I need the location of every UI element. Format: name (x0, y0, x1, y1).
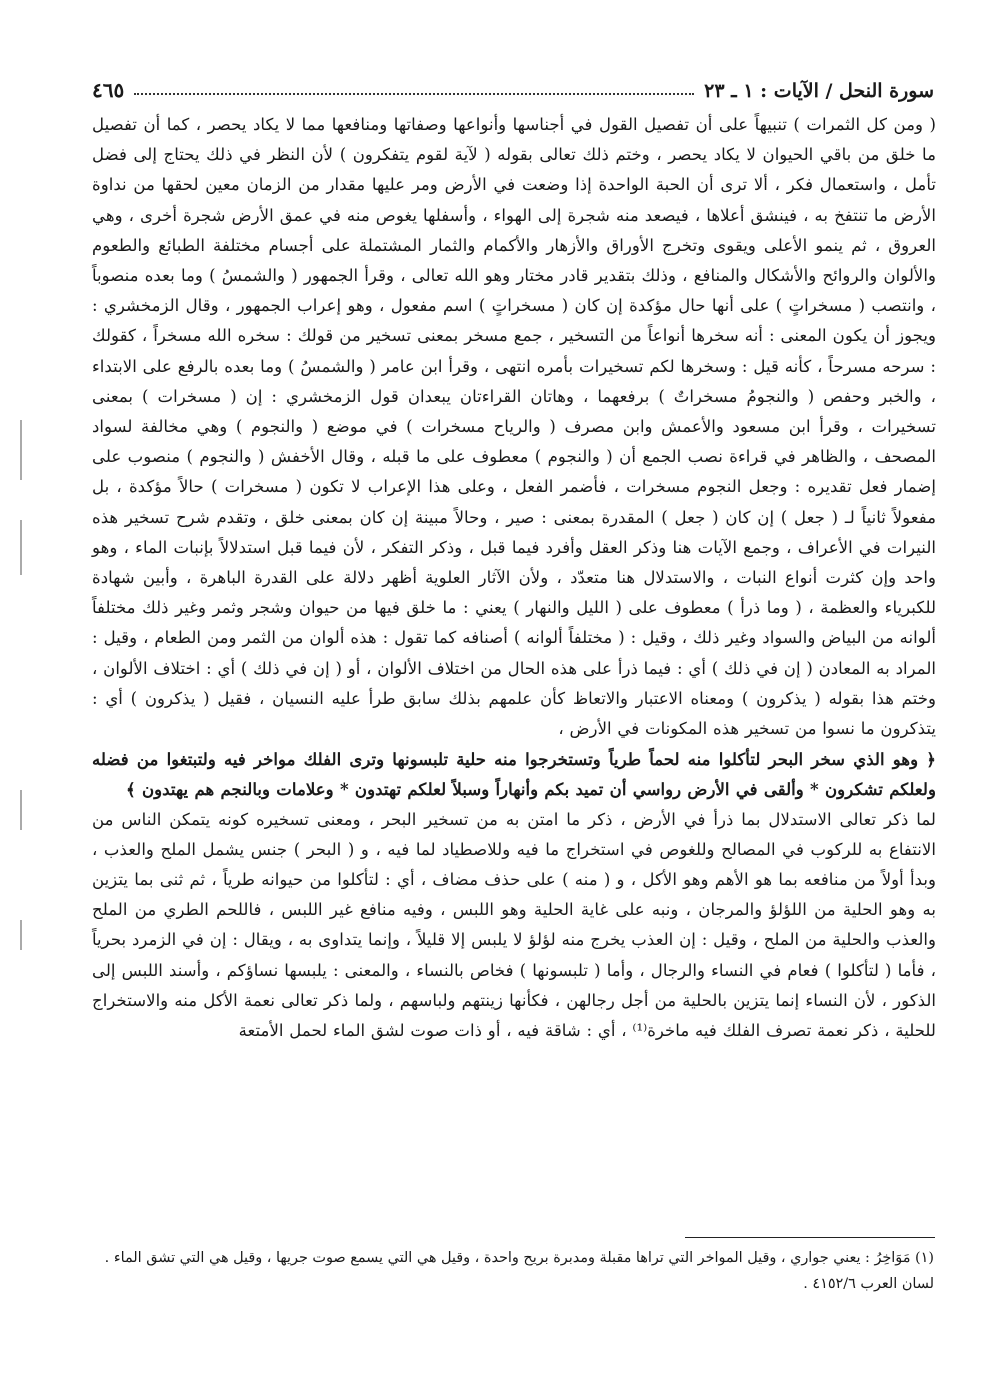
footnote-item: (١) مَوَاخِرُ : يعني جواري ، وقيل المواخر التي تراها مقبلة ومدبرة بريح واحدة ، وقيل هي التي يسمع صوت جريها ، وقيل هي التي تشق الماء . (104, 1250, 934, 1266)
quran-verse: ﴿ وهو الذي سخر البحر لتأكلوا منه لحماً طرياً وتستخرجوا منه حلية تلبسونها وترى الفلك مواخر فيه ولتبتغوا من فضله ولعلكم تشكرون * وألقى في الأرض رواسي أن تميد بكم وأنهاراً وسبلاً لعلكم تهتدون * وعلامات وبالنجم هم يهتدون ﴾ (92, 749, 936, 800)
margin-scan-mark (20, 420, 22, 480)
chapter-title: سورة النحل / الآيات : ١ ـ ٢٣ (704, 80, 934, 102)
margin-scan-mark (20, 920, 22, 950)
margin-scan-mark (20, 520, 22, 575)
footnote-divider (685, 1237, 935, 1238)
body-paragraph: لما ذكر تعالى الاستدلال بما ذرأ في الأرض ، ذكر ما امتن به من تسخير البحر ، ومعنى تسخيره كونه يتمكن الناس من الانتفاع به للركوب في المصالح وللغوص في استخراج ما فيه وللاصطياد لما فيه ، و ( البحر ) جنس يشمل الملح والعذب ، وبدأ أولاً من منافعه بما هو الأهم وهو الأكل ، و ( منه ) على حذف مضاف ، أي : لتأكلوا من حيوانه طرياً ، ثم ثنى بما يتزين به وهو الحلية من اللؤلؤ والمرجان ، ونبه على غاية الحلية وهو اللبس ، وفيه منافع غير اللبس ، فاللحم الطري من الملح والعذب والحلية من الملح ، وقيل : إن العذب يخرج منه لؤلؤ لا يلبس إلا قليلاً ، وإنما يتداوى به ، ويقال : إن في الزمرد بحرياً ، فأما ( لتأكلوا ) فعام في النساء والرجال ، وأما ( تلبسونها ) فخاص بالنساء ، والمعنى : يلبسها نساؤكم ، وأسند اللبس إلى الذكور ، لأن النساء إنما يتزين بالحلية من أجل رجالهن ، فكأنها زينتهم ولباسهم ، ولما ذكر تعالى نعمة الأكل منه والاستخراج للحلية ، ذكر نعمة تصرف الفلك فيه ماخرة⁽¹⁾ ، أي : شاقة فيه ، أو ذات صوت لشق الماء لحمل الأمتعة (92, 809, 936, 1041)
leader-dots (134, 92, 694, 95)
main-text (92, 110, 936, 1046)
page-number: ٤٦٥ (92, 78, 125, 102)
footnote-source: لسان العرب ٤١٥٢/٦ . (803, 1276, 934, 1292)
footnotes (92, 1245, 934, 1297)
body-paragraph: ( ومن كل الثمرات ) تنبيهاً على أن تفصيل القول في أجناسها وأنواعها وصفاتها ومنافعها مما لا يكاد يحصر ، كما أن تفصيل ما خلق من باقي الحيوان لا يكاد يحصر ، وختم ذلك تعالى بقوله ( لآية لقوم يتفكرون ) لأن النظر في ذلك يحتاج إلى فضل تأمل ، واستعمال فكر ، ألا ترى أن الحبة الواحدة إذا وضعت في الأرض ومر عليها مقدار من الزمان معين لحقها من نداوة الأرض ما تنتفخ به ، فينشق أعلاها ، فيصعد منه شجرة إلى الهواء ، وأسفلها يغوص منه في عمق الأرض شجرة أخرى ، وهي العروق ، ثم ينمو الأعلى ويقوى وتخرج الأوراق والأزهار والأكمام والثمار المشتملة على أجسام مختلفة الطبائع والطعوم والألوان والروائح والأشكال والمنافع ، وذلك بتقدير قادر مختار وهو الله تعالى ، وقرأ الجمهور ( والشمسُ ) وما بعده منصوباً ، وانتصب ( مسخراتٍ ) على أنها حال مؤكدة إن كان ( مسخراتٍ ) اسم مفعول ، وهو إعراب الجمهور ، وقال الزمخشري : ويجوز أن يكون المعنى : أنه سخرها أنواعاً من التسخير ، جمع مسخر بمعنى تسخير من قولك : سخره الله مسخراً ، كقولك : سرحه مسرحاً ، كأنه قيل : وسخرها لكم تسخيرات بأمره انتهى ، وقرأ ابن عامر ( والشمسُ ) وما بعده بالرفع على الابتداء ، والخبر وحفص ( والنجومُ مسخراتٌ ) برفعهما ، وهاتان القراءتان يبعدان قول الزمخشري : إن ( مسخرات ) بمعنى تسخيرات ، وقرأ ابن مسعود والأعمش وابن مصرف ( والرياح مسخرات ) في موضع ( والنجوم ) وهي مخالفة لسواد المصحف ، والظاهر في قراءة نصب الجمع أن ( والنجوم ) معطوف على ما قبله ، وقال الأخفش ( والنجوم ) منصوب على إضمار فعل تقديره : وجعل النجوم مسخرات ، فأضمر الفعل ، وعلى هذا الإعراب لا تكون ( مسخرات ) حالاً مؤكدة ، بل مفعولاً ثانياً لـ ( جعل ) إن كان ( جعل ) المقدرة بمعنى : صير ، وحالاً مبينة إن كان بمعنى خلق ، وتقدم شرح تسخير هذه النيرات في الأعراف ، وجمع الآيات هنا وذكر العقل وأفرد فيما قبل ، وذكر التفكر ، لأن فيما قبل استدلالاً بإنبات الماء ، وهو واحد وإن كثرت أنواع النبات ، والاستدلال هنا متعدّد ، ولأن الآثار العلوية أظهر دلالة على القدرة الباهرة ، وأبين شهادة للكبرياء والعظمة ، ( وما ذرأ ) معطوف على ( الليل والنهار ) يعني : ما خلق فيها من حيوان وشجر وثمر وغير ذلك مختلفاً ألوانه من البياض والسواد وغير ذلك ، وقيل : ( مختلفاً ألوانه ) أصنافه كما تقول : هذه ألوان من الثمر ومن الطعام ، وقيل : المراد به المعادن ( إن في ذلك ) أي : فيما ذرأ على هذه الحال من اختلاف الألوان ، أو ( إن في ذلك ) أي : اختلاف الألوان ، وختم هذا بقوله ( يذكرون ) ومعناه الاعتبار والاتعاظ كأن علمهم بذلك سابق طرأ عليه النسيان ، فقيل ( يذكرون ) أي : يتذكرون ما نسوا من تسخير هذه المكونات في الأرض ، (92, 115, 936, 739)
margin-scan-mark (20, 790, 22, 830)
running-header (92, 62, 934, 102)
